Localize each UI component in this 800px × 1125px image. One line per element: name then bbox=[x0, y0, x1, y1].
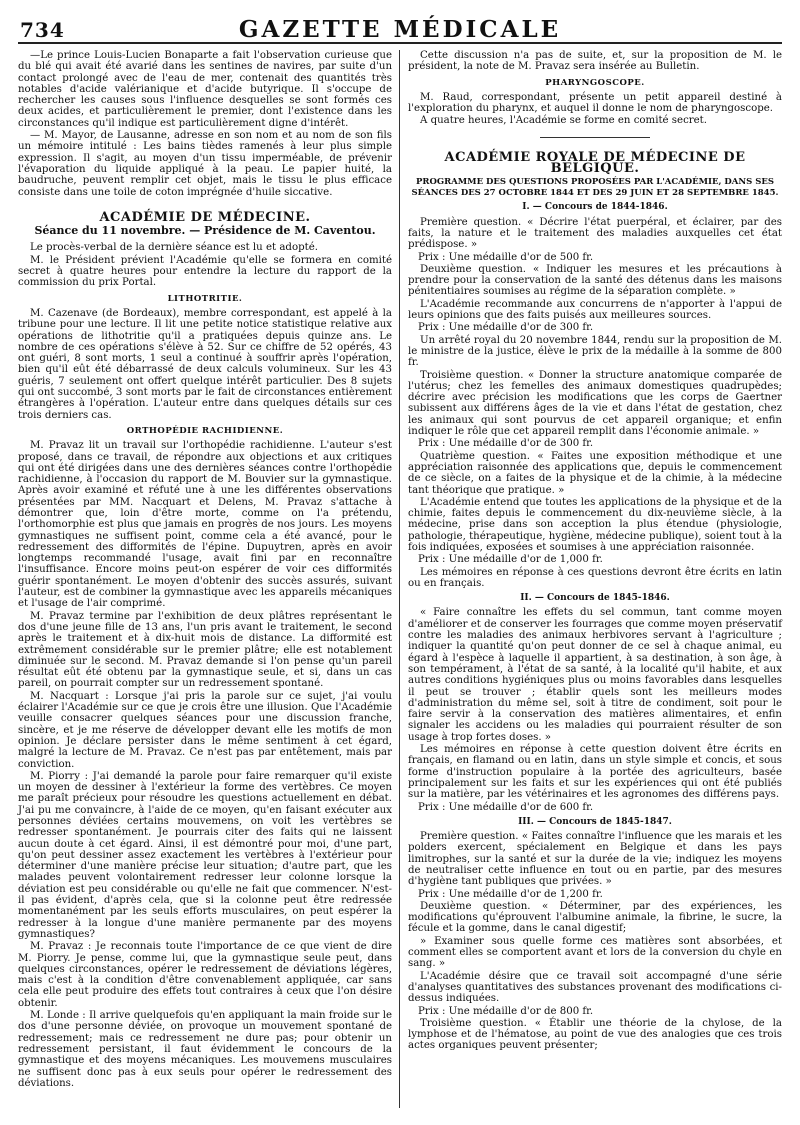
contest-heading: I. — Concours de 1844-1846. bbox=[522, 202, 668, 213]
paragraph: M. Piorry : J'ai demandé la parole pour faire remarquer qu'il existe un moyen de dessiner à l'extérieur la forme des vertèbres. Ce moyen me paraît précieux pour résoudre les questions actuellement en débat. J'ai pu me convaincre, à l'aide de ce moyen, qu'en faisant exécuter aux personnes déviées certains mouvemens, on voit les vertèbres se redresser spontanément. Je pourrais citer des faits qui ne laissent aucun doute à cet égard. Ainsi, il est démontré pour moi, d'une part, qu'on peut dessiner assez exactement les vertèbres à l'extérieur pour déterminer d'une manière précise leur situation; d'autre part, que les malades peuvent volontairement redresser leur colonne lorsque la déviation est peu considérable ou qu'elle ne fait que commencer. N'est-il pas évident, d'après cela, que si la colonne peut être redressée momentanément par les seuls efforts musculaires, on peut espérer la redresser à la longue d'une manière permanente par des moyens gymnastiques? bbox=[18, 770, 392, 940]
prize-line: Prix : Une médaille d'or de 1,000 fr. bbox=[418, 554, 603, 566]
page-header bbox=[18, 14, 782, 44]
question: « Faire connaître les effets du sel commun, tant comme moyen d'améliorer et de conserver les fourrages que comme moyen préservatif contre les maladies des animaux herbivores servant à l'agriculture ; indiquer la quantité qu'on peut donner de ce sel à chaque animal, eu égard à l'espèce à laquelle il appartient, à sa destination, à son âge, à son tempérament, à l'état de sa santé, à la localité qu'il habite, et aux autres conditions hygiéniques plus ou moins favorables dans lesquelles il peut se trouver ; établir quels sont les meilleurs modes d'administration du même sel, soit à titre de condiment, soit pour le faire servir à la conservation des matières alimentaires, et enfin signaler les accidens ou les maladies qui pourraient résulter de son usage à trop fortes doses. » bbox=[408, 607, 783, 743]
journal-title: GAZETTE MÉDICALE bbox=[238, 16, 562, 43]
paragraph: M. Pravaz : Je reconnais toute l'importance de ce que vient de dire M. Piorry. Je pense, comme lui, que la gymnastique seule peut, dans quelques circonstances, opérer le redressement de déviations légères, mais c'est à la condition d'être convenablement appliquée, car sans cela elle peut produire des effets tout contraires à ceux que l'on désire obtenir. bbox=[18, 941, 392, 1009]
question: Première question. « Décrire l'état puerpéral, et éclairer, par des faits, la nature et le traitement des maladies auxquelles cet état prédispose. » bbox=[408, 216, 782, 251]
paragraph: M. Londe : Il arrive quelquefois qu'en appliquant la main froide sur le dos d'une personne déviée, on provoque un mouvement spontané de redressement; mais ce redressement ne dure pas; pour obtenir un redressement persistant, il faut évidemment le concours de la gymnastique et des moyens mécaniques. Les mouvemens musculaires ne suffisent donc pas à eux seuls pour opérer le redressement des déviations. bbox=[18, 1010, 392, 1089]
question: Première question. « Faites connaître l'influence que les marais et les polders exercent, spécialement en Belgique et dans les pays limitrophes, sur la santé et sur la durée de la vie; indiquez les moyens de neutraliser cette influence en tout ou en partie, par des mesures d'hygiène tant publiques que privées. » bbox=[408, 831, 782, 888]
paragraph: L'Académie entend que toutes les applications de la physique et de la chimie, faites depuis le commencement du dix-neuvième siècle, à la médecine, prise dans son acception la plus étendue (physiologie, pathologie, thérapeutique, hygiène, médecine publique), soient tout à la fois indiquées, exposées et soumises à une appréciation raisonnée. bbox=[408, 496, 782, 553]
paragraph: —Le prince Louis-Lucien Bonaparte a fait l'observation curieuse que du blé qui avait été avarié dans les sentines de navires, par suite d'un contact prolongé avec de l'eau de mer, contenait des quantités très notables d'acide valérianique et d'acide butyrique. Il s'occupe de rechercher les causes sous l'influence desquelles se sont formés ces deux acides, et particulièrement le premier, dont l'existence dans les circonstances qu'il indique est particulièrement digne d'intérêt. bbox=[18, 50, 392, 129]
section-title: ACADÉMIE ROYALE DE MÉDECINE DE BELGIQUE. bbox=[444, 149, 746, 177]
prize-line: Prix : Une médaille d'or de 800 fr. bbox=[418, 1005, 594, 1017]
question: » Examiner sous quelle forme ces matières sont absorbées, et comment elles se comportent avant et lors de la conversion du chyle en sang. » bbox=[408, 935, 782, 970]
paragraph: A quatre heures, l'Académie se forme en comité secret. bbox=[420, 115, 708, 127]
question: Deuxième question. « Indiquer les mesures et les précautions à prendre pour la conservation de la santé des détenus dans les maisons pénitentiaires soumises au régime de la séparation complète. » bbox=[408, 263, 782, 298]
subsection-heading: PHARYNGOSCOPE. bbox=[545, 77, 645, 88]
session-heading: Séance du 11 novembre. — Présidence de M. Caventou. bbox=[34, 224, 376, 238]
paragraph: M. Raud, correspondant, présente un petit appareil destiné à l'exploration du pharynx, et auquel il donne le nom de pharyngoscope. bbox=[408, 91, 782, 115]
paragraph: M. Cazenave (de Bordeaux), membre correspondant, est appelé à la tribune pour une lecture. Il lit une petite notice statistique relative aux opérations de lithotritie qu'il a pratiquées depuis quinze ans. Le nombre de ces opérations s'élève à 52. Sur ce chiffre de 52 opérés, 43 ont guéri, 8 sont morts, 1 seul a continué à souffrir après l'opération, bien qu'il eût été débarrassé de deux calculs volumineux. Sur les 43 guéris, 7 seulement ont offert quelque intérêt particulier. Des 8 sujets qui ont succombé, 3 sont morts par le fait de circonstances entièrement étrangères à l'opération. L'auteur entre dans quelques détails sur ces trois derniers cas. bbox=[18, 307, 392, 421]
contest-heading: II. — Concours de 1845-1846. bbox=[520, 593, 670, 604]
right-column bbox=[408, 50, 782, 1053]
programme-heading: PROGRAMME DES QUESTIONS PROPOSÉES PAR L'ACADÉMIE, DANS SES SÉANCES DES 27 OCTOBRE 1844 ET DES 29 JUIN ET 28 SEPTEMBRE 1845. bbox=[411, 177, 779, 198]
newspaper-page bbox=[18, 14, 782, 1114]
paragraph: L'Académie désire que ce travail soit accompagné d'une série d'analyses quantitatives des substances provenant des modifications ci-dessus indiquées. bbox=[408, 970, 782, 1005]
paragraph: M. le Président prévient l'Académie qu'elle se formera en comité secret à quatre heures pour entendre la lecture du rapport de la commission du prix Portal. bbox=[18, 254, 392, 289]
columns bbox=[18, 50, 782, 1110]
prize-line: Prix : Une médaille d'or de 500 fr. bbox=[418, 251, 594, 263]
question: Deuxième question. « Déterminer, par des expériences, les modifications qu'éprouvent l'albumine animale, la fibrine, le sucre, la fécule et la gomme, dans le canal digestif; bbox=[408, 900, 782, 935]
question: Troisième question. « Donner la structure anatomique comparée de l'utérus; chez les femelles des animaux domestiques quadrupèdes; décrire avec précision les modifications que les corps de Gaertner subissent aux différens âges de la vie et dans l'état de gestation, chez les animaux qui sont pourvus de cet appareil organique; et enfin indiquer le rôle que cet appareil remplit dans l'économie animale. » bbox=[408, 369, 782, 438]
left-column bbox=[18, 50, 392, 1090]
subsection-heading: ORTHOPÉDIE RACHIDIENNE. bbox=[126, 425, 284, 436]
prize-line: Prix : Une médaille d'or de 300 fr. bbox=[418, 322, 594, 334]
column-divider bbox=[399, 50, 400, 1108]
contest-heading: III. — Concours de 1845-1847. bbox=[518, 816, 672, 827]
paragraph: Les mémoires en réponse à cette question doivent être écrits en français, en flamand ou en latin, dans un style simple et concis, et sous forme d'instruction populaire à la portée des agriculteurs, basée principalement sur les faits et sur les expériences qui ont été publiés sur la matière, par les vétérinaires et les agronomes des différens pays. bbox=[408, 744, 782, 801]
paragraph: Les mémoires en réponse à ces questions devront être écrits en latin ou en français. bbox=[408, 566, 782, 589]
prize-line: Prix : Une médaille d'or de 300 fr. bbox=[418, 438, 594, 450]
paragraph: M. Pravaz termine par l'exhibition de deux plâtres représentant le dos d'une jeune fille de 13 ans, l'un pris avant le traitement, le second après le traitement et à dix-huit mois de distance. La difformité est extrêmement considérable sur le premier plâtre; elle est notablement diminuée sur le second. M. Pravaz demande si l'on pense qu'un pareil résultat eût été obtenu par la gymnastique seule, et si, dans un cas pareil, on pourrait compter sur un redressement spontané. bbox=[18, 610, 392, 690]
paragraph: Le procès-verbal de la dernière séance est lu et adopté. bbox=[30, 242, 318, 254]
prize-line: Prix : Une médaille d'or de 600 fr. bbox=[418, 801, 594, 813]
paragraph: Un arrêté royal du 20 novembre 1844, rendu sur la proposition de M. le ministre de la justice, élève le prix de la médaille à la somme de 800 fr. bbox=[408, 334, 782, 369]
question: Troisième question. « Établir une théorie de la chylose, de la lymphose et de l'hématose, au point de vue des analogies que ces trois actes organiques peuvent présenter; bbox=[408, 1017, 782, 1052]
section-title: ACADÉMIE DE MÉDECINE. bbox=[99, 209, 311, 225]
paragraph: — M. Mayor, de Lausanne, adresse en son nom et au nom de son fils un mémoire intitulé : Les bains tièdes ramenés à leur plus simple expression. Il s'agit, au moyen d'un tissu imperméable, de prévenir l'évaporation du liquide appliqué à la peau. Le papier huité, la baudruche, peuvent remplir cet objet, mais le tissu le plus efficace consiste dans une toile de coton imprégnée d'huile siccative. bbox=[18, 130, 392, 198]
paragraph: M. Nacquart : Lorsque j'ai pris la parole sur ce sujet, j'ai voulu éclairer l'Académie sur ce que je crois être une illusion. Que l'Académie veuille consacrer quelques séances pour une discussion franche, sincère, et je me réserve de développer devant elle les motifs de mon opinion. Je déclare persister dans le même sentiment à cet égard, malgré la lecture de M. Pravaz. Ce n'est pas par entêtement, mais par conviction. bbox=[18, 690, 392, 770]
prize-line: Prix : Une médaille d'or de 1,200 fr. bbox=[418, 888, 603, 900]
subsection-heading: LITHOTRITIE. bbox=[167, 293, 243, 304]
paragraph: Cette discussion n'a pas de suite, et, sur la proposition de M. le président, la note de M. Pravaz sera insérée au Bulletin. bbox=[408, 50, 782, 73]
paragraph: L'Académie recommande aux concurrens de n'apporter à l'appui de leurs opinions que des faits puisés aux meilleures sources. bbox=[408, 298, 782, 322]
question: Quatrième question. « Faites une exposition méthodique et une appréciation raisonnée des applications que, depuis le commencement de ce siècle, on a faites de la physique et de la chimie, à la médecine tant théorique que pratique. » bbox=[408, 450, 782, 496]
page-number: 734 bbox=[20, 18, 65, 42]
section-rule bbox=[540, 137, 650, 138]
paragraph: M. Pravaz lit un travail sur l'orthopédie rachidienne. L'auteur s'est proposé, dans ce travail, de répondre aux objections et aux critiques qui ont été dirigées dans une des dernières séances contre l'orthopédie rachidienne, à l'occasion du rapport de M. Bouvier sur la gymnastique. Après avoir examiné et réfuté une à une les différentes observations présentées par MM. Nacquart et Delens, M. Pravaz s'attache à démontrer que, loin d'être morte, comme on l'a prétendu, l'orthomorphie est plus que jamais en progrès de nos jours. Les moyens gymnastiques ne suffisent point, comme cela a été avancé, pour le redressement des difformités de l'épine. Dupuytren, après en avoir longtemps recommandé l'usage, avait fini par en reconnaître l'insuffisance. Encore moins peut-on espérer de voir ces difformités guérir spontanément. Le moyen d'obtenir des succès assurés, suivant l'auteur, est de combiner la gymnastique avec les appareils mécaniques et l'usage de l'air comprimé. bbox=[18, 440, 392, 610]
